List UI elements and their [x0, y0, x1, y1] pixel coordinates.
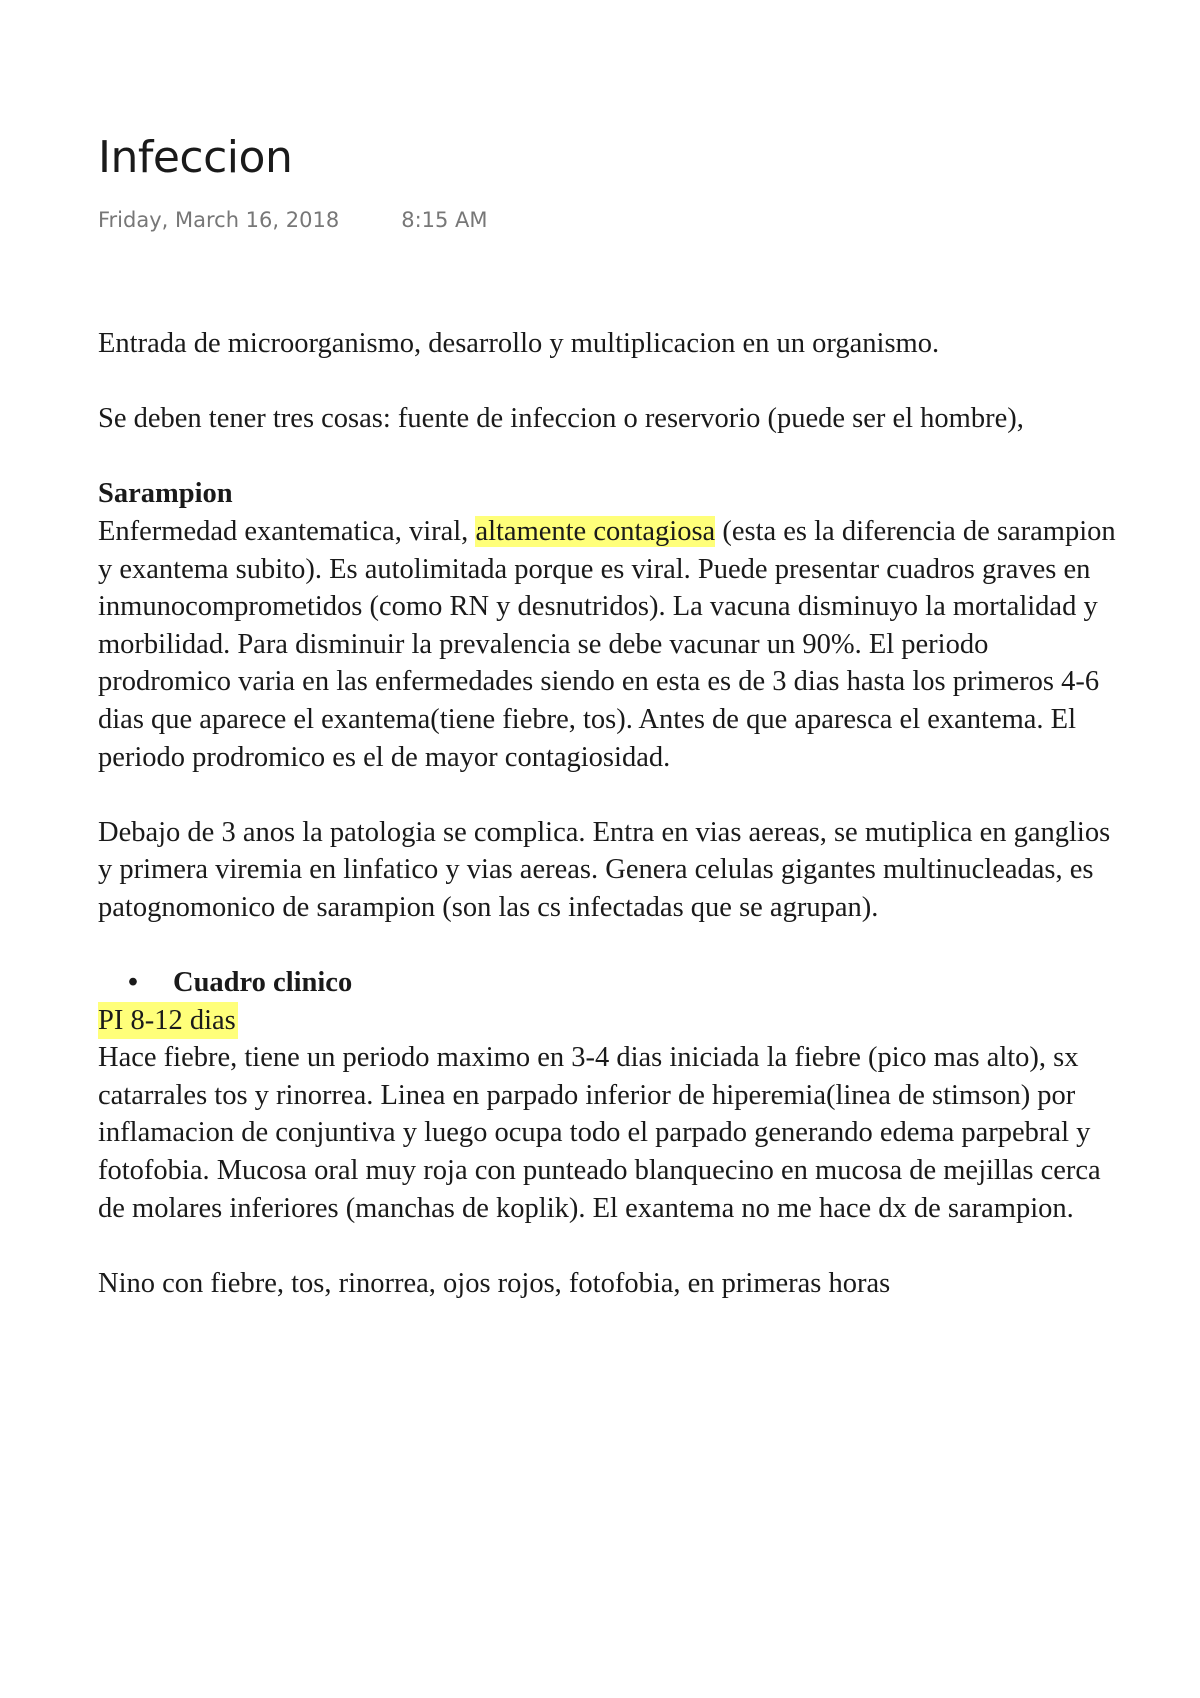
- paragraph-child-symptoms: Nino con fiebre, tos, rinorrea, ojos rojos, fotofobia, en primeras horas: [98, 1267, 891, 1299]
- paragraph-requirements: Se deben tener tres cosas: fuente de infeccion o reservorio (puede ser el hombre),: [98, 403, 1024, 435]
- bullet-icon: •: [128, 967, 138, 999]
- paragraph-clinical: Hace fiebre, tiene un periodo maximo en 3-4 dias iniciada la fiebre (pico mas alto), sx catarrales tos y rinorrea. Linea en parpado inferior de hiperemia(linea de stimson) por inflamacion de conjuntiva y luego ocupa todo el parpado generando edema parpebral y fotofobia. Mucosa oral muy roja con punteado blanquecino en mucosa de mejillas cerca de molares inferiores (manchas de koplik). El exantema no me hace dx de sarampion.: [98, 1042, 1101, 1224]
- page-timestamp: [98, 208, 488, 232]
- section-heading-sarampion: Sarampion: [98, 478, 233, 510]
- section-heading-cuadro-clinico: Cuadro clinico: [173, 967, 353, 999]
- highlighted-text-pi: PI 8-12 dias: [98, 1002, 238, 1040]
- paragraph-definition: Entrada de microorganismo, desarrollo y multiplicacion en un organismo.: [98, 328, 940, 359]
- highlighted-text-contagiosa: altamente contagiosa: [475, 515, 716, 547]
- page-time: 8:15 AM: [401, 208, 488, 232]
- sarampion-text-rest: (esta es la diferencia de sarampion y exantema subito). Es autolimitada porque es viral. Puede presentar cuadros graves en inmunocomprometidos (como RN y desnutridos). La vacuna disminuyo la mortalidad y morbilidad. Para disminuir la prevalencia se debe vacunar un 90%. El periodo prodromico varia en las enfermedades siendo en esta es de 3 dias hasta los primeros 4-6 dias que aparece el exantema(tiene fiebre, tos). Antes de que aparesca el exantema. El periodo prodromico es el de mayor contagiosidad.: [98, 515, 1116, 773]
- paragraph-pathogenesis: Debajo de 3 anos la patologia se complica. Entra en vias aereas, se mutiplica en ganglios y primera viremia en linfatico y vias aereas. Genera celulas gigantes multinucleadas, es patognomonico de sarampion (son las cs infectadas que se agrupan).: [98, 816, 1111, 923]
- section-sarampion: [98, 475, 1128, 776]
- note-body: [98, 325, 1128, 1340]
- sarampion-text-start: Enfermedad exantematica, viral,: [98, 515, 476, 547]
- pi-line: [98, 1002, 1128, 1040]
- bullet-item-cuadro-clinico: [98, 964, 1128, 1002]
- page-title: Infeccion: [98, 132, 293, 183]
- page-date: Friday, March 16, 2018: [98, 208, 340, 232]
